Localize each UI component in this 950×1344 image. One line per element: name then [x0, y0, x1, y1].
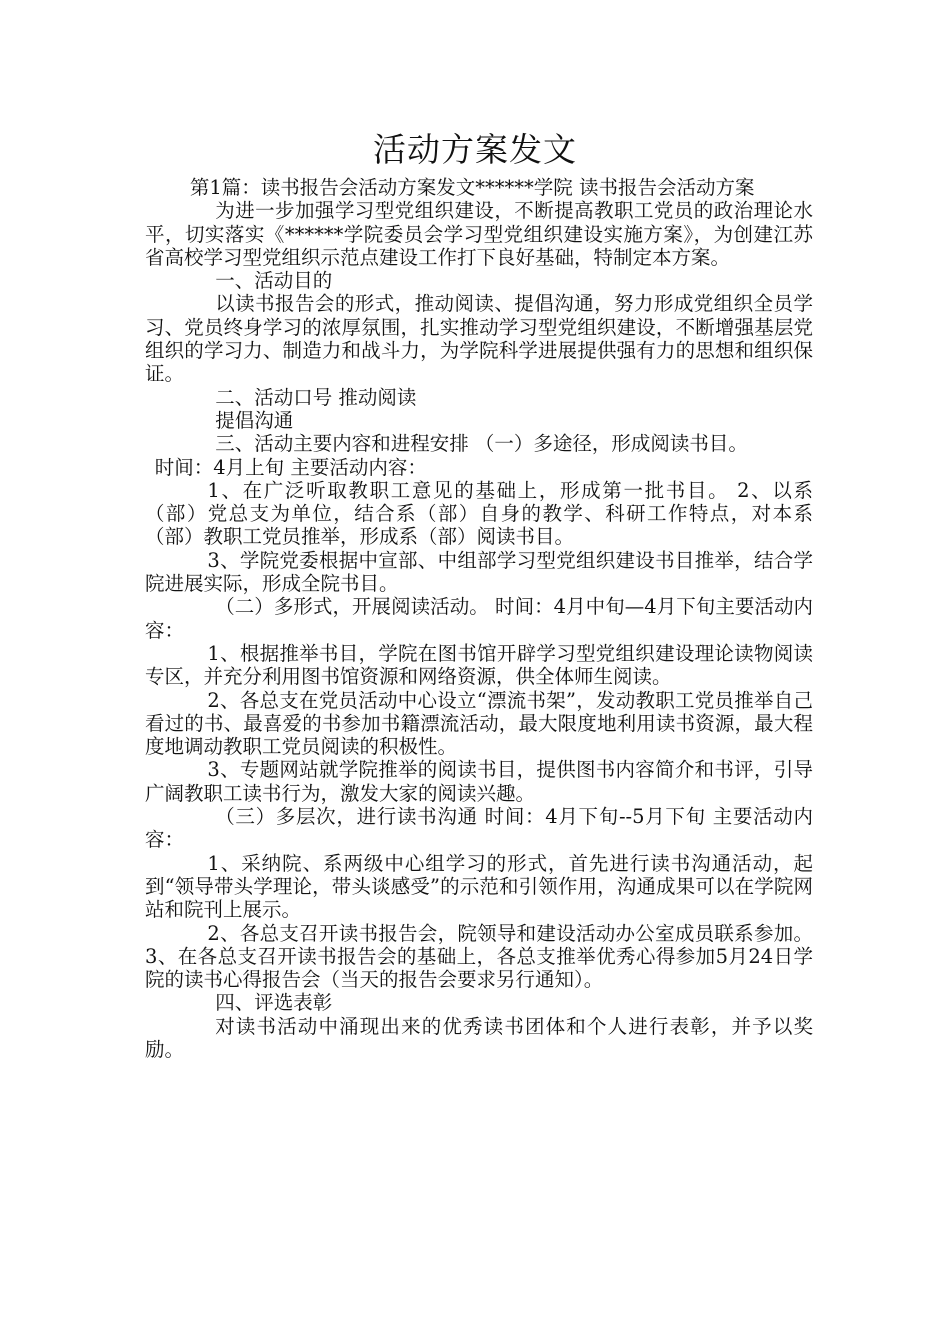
paragraph: 提倡沟通: [215, 408, 294, 432]
paragraph: 时间：4月上旬 主要活动内容：: [154, 455, 427, 479]
paragraph: 3、专题网站就学院推举的阅读书目，提供图书内容简介和书评，引导广阔教职工读书行为，激发大家的阅读兴趣。: [145, 758, 813, 805]
paragraph: 一、活动目的: [215, 269, 333, 293]
paragraph: 二、活动口号 推动阅读: [215, 385, 417, 409]
paragraph: 第1篇：读书报告会活动方案发文******学院 读书报告会活动方案: [189, 176, 755, 199]
paragraph: 三、活动主要内容和进程安排 （一）多途径，形成阅读书目。: [215, 432, 748, 456]
paragraph: 对读书活动中涌现出来的优秀读书团体和个人进行表彰，并予以奖励。: [145, 1014, 813, 1061]
paragraph: 1、根据推举书目，学院在图书馆开辟学习型党组织建设理论读物阅读专区，并充分利用图书馆资源和网络资源，供全体师生阅读。: [145, 641, 813, 689]
paragraph: 1、在广泛听取教职工意见的基础上，形成第一批书目。 2、以系（部）党总支为单位，结合系（部）自身的教学、科研工作特点，对本系（部）教职工党员推举，形成系（部）阅读书目。: [145, 478, 813, 549]
paragraph: （二）多形式，开展阅读活动。 时间：4月中旬—4月下旬主要活动内容：: [145, 595, 813, 642]
paragraph: 为进一步加强学习型党组织建设，不断提高教职工党员的政治理论水平，切实落实《******学院委员会学习型党组织建设实施方案》，为创建江苏省高校学习型党组织示范点建设工作打下良好基础，特制定本方案。: [145, 199, 813, 269]
paragraph: 3、学院党委根据中宣部、中组部学习型党组织建设书目推举，结合学院进展实际，形成全院书目。: [145, 548, 813, 596]
paragraph: 1、采纳院、系两级中心组学习的形式，首先进行读书沟通活动，起到“领导带头学理论，带头谈感受”的示范和引领作用，沟通成果可以在学院网站和院刊上展示。: [145, 851, 813, 922]
document-body: [145, 176, 813, 1061]
paragraph: 2、各总支召开读书报告会，院领导和建设活动办公室成员联系参加。 3、在各总支召开读书报告会的基础上，各总支推举优秀心得参加5月24日学院的读书心得报告会（当天的报告会要求另行通知）。: [145, 921, 813, 992]
paragraph: （三）多层次，进行读书沟通 时间：4月下旬--5月下旬 主要活动内容：: [145, 805, 813, 852]
document-title: 活动方案发文: [373, 130, 577, 169]
paragraph: 四、评选表彰: [215, 991, 333, 1015]
paragraph: 以读书报告会的形式，推动阅读、提倡沟通，努力形成党组织全员学习、党员终身学习的浓厚氛围，扎实推动学习型党组织建设，不断增强基层党组织的学习力、制造力和战斗力，为学院科学进展提供强有力的思想和组织保证。: [145, 292, 813, 386]
paragraph: 2、各总支在党员活动中心设立“漂流书架”，发动教职工党员推举自己看过的书、最喜爱的书参加书籍漂流活动，最大限度地利用读书资源，最大程度地调动教职工党员阅读的积极性。: [145, 688, 813, 759]
